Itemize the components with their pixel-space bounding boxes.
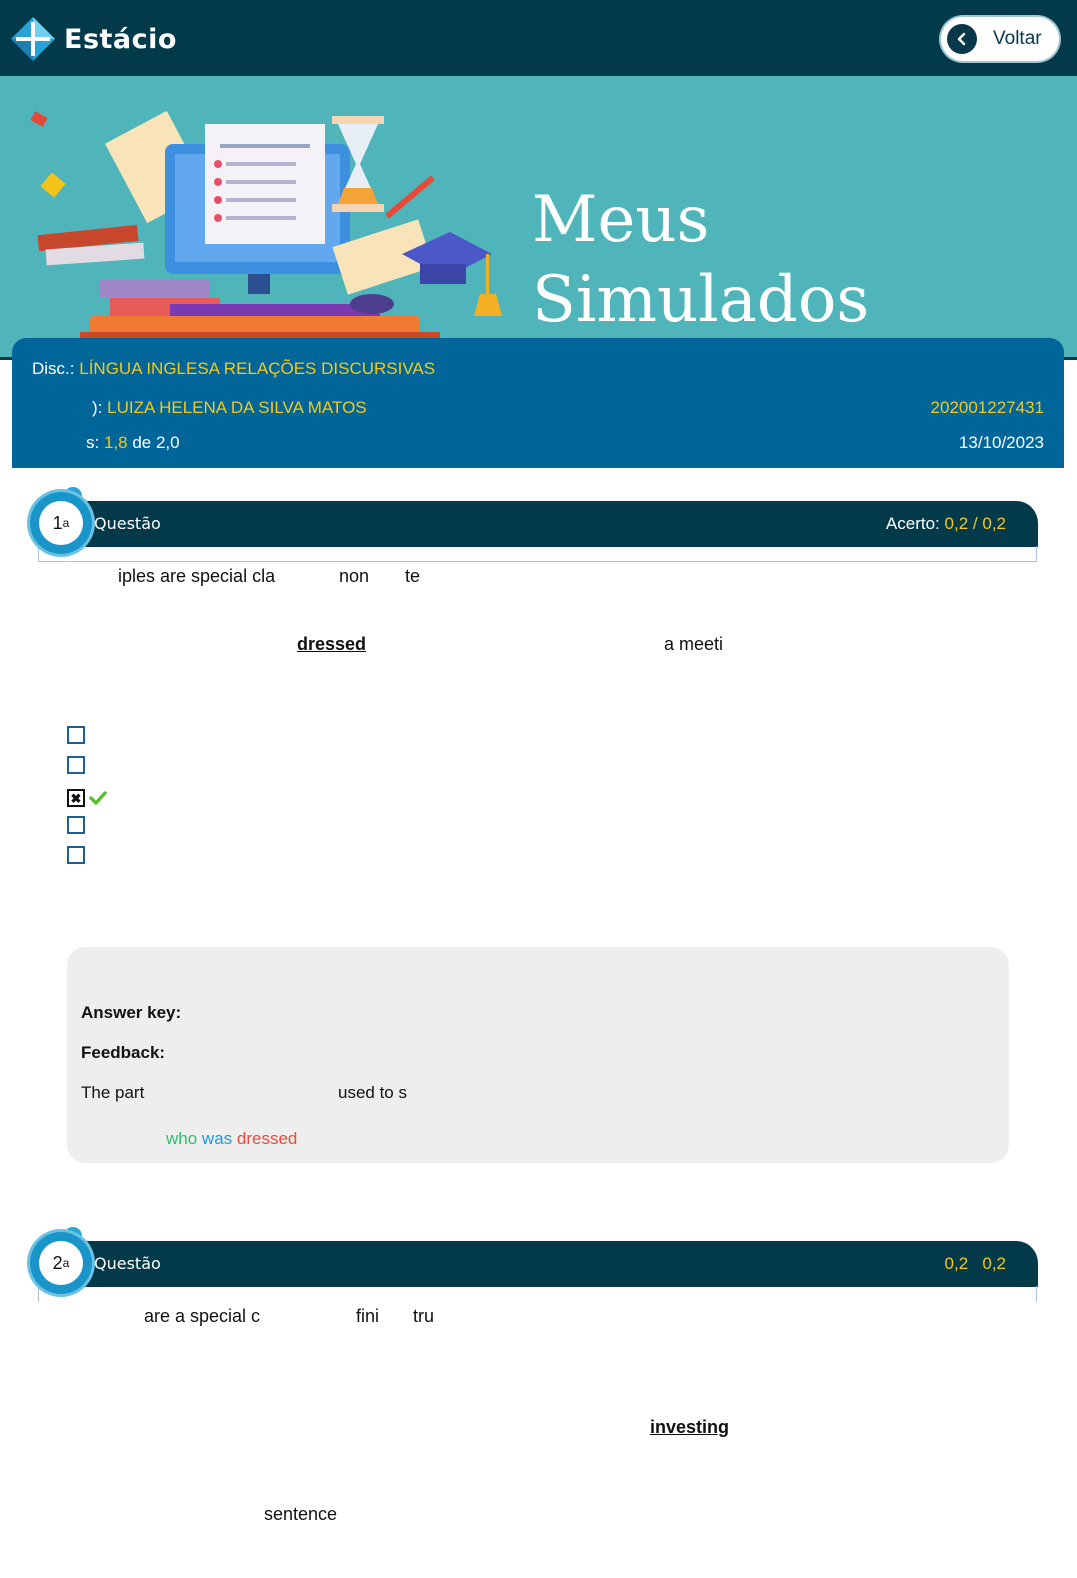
top-bar <box>0 0 1077 76</box>
question-2-divider <box>38 1286 1037 1302</box>
example-word-who: who <box>166 1129 198 1148</box>
question-1-badge: 1 a <box>30 492 92 554</box>
question-1-text-fragment: a meeti <box>664 634 724 654</box>
question-1-text-fragment: iples are special cla <box>118 566 276 586</box>
score-row <box>86 433 180 453</box>
feedback-text-fragment: The part <box>81 1083 145 1102</box>
back-button-label: Voltar <box>993 28 1042 49</box>
feedback-text-fragment: used to s <box>338 1083 407 1102</box>
correct-check-icon <box>89 790 107 806</box>
question-2-score <box>945 1254 1006 1274</box>
student-id: 202001227431 <box>930 398 1044 417</box>
question-1-divider <box>38 546 1037 562</box>
back-button[interactable] <box>941 17 1059 61</box>
option-e-checkbox[interactable] <box>67 846 85 864</box>
brand-name: Estácio <box>64 23 177 55</box>
chevron-left-icon <box>947 24 977 54</box>
option-c-checkbox[interactable]: ✖ <box>67 789 85 807</box>
option-d-checkbox[interactable] <box>67 816 85 834</box>
acerto-label: Acerto: <box>885 514 940 533</box>
student-name: LUIZA HELENA DA SILVA MATOS <box>107 398 367 417</box>
question-1-text-fragment: non <box>339 566 370 586</box>
feedback-example <box>166 1129 297 1149</box>
student-row <box>92 398 367 418</box>
student-label: ): <box>92 398 103 417</box>
exam-date: 13/10/2023 <box>958 433 1044 452</box>
question-1-header <box>38 501 1038 547</box>
question-2-text-fragment: sentence <box>264 1504 338 1524</box>
option-a-checkbox[interactable] <box>67 726 85 744</box>
discipline-label: Disc.: <box>32 359 75 378</box>
acerto-value: 0,2 <box>944 1254 969 1273</box>
acerto-value: 0,2 <box>944 514 969 533</box>
discipline-row <box>32 359 435 379</box>
question-2-header <box>38 1241 1038 1287</box>
feedback-panel <box>67 947 1009 1163</box>
option-b-checkbox[interactable] <box>67 756 85 774</box>
question-1-label: Questão <box>94 514 161 533</box>
question-2-label: Questão <box>94 1254 161 1273</box>
score-max: de 2,0 <box>132 433 180 452</box>
feedback-label: Feedback: <box>81 1043 166 1062</box>
example-word-dressed: dressed <box>236 1129 298 1148</box>
question-2-highlight-word: investing <box>650 1417 730 1437</box>
discipline-value: LÍNGUA INGLESA RELAÇÕES DISCURSIVAS <box>79 359 436 378</box>
example-word-was: was <box>201 1129 233 1148</box>
question-2-badge: 2 a <box>30 1232 92 1294</box>
estacio-logo-icon <box>10 16 56 62</box>
answer-key-label: Answer key: <box>81 1003 182 1022</box>
question-2-text-fragment: fini <box>356 1306 380 1326</box>
hero-banner <box>0 76 1077 360</box>
page-title: Meus Simulados <box>532 183 870 337</box>
acerto-max: 0,2 <box>982 1254 1006 1273</box>
acerto-max: 0,2 <box>982 514 1006 533</box>
score-value: 1,8 <box>103 433 128 452</box>
study-illustration <box>30 104 510 344</box>
question-2-text-fragment: tru <box>413 1306 435 1326</box>
question-2-text-fragment: are a special c <box>144 1306 261 1326</box>
score-label: s: <box>86 433 100 452</box>
question-1-highlight-word: dressed <box>297 634 367 654</box>
question-1-text-fragment: te <box>405 566 421 586</box>
brand-logo[interactable] <box>10 16 177 62</box>
question-1-score: Acerto: 0,2 / 0,2 <box>885 514 1006 533</box>
exam-info-bar <box>12 338 1064 468</box>
